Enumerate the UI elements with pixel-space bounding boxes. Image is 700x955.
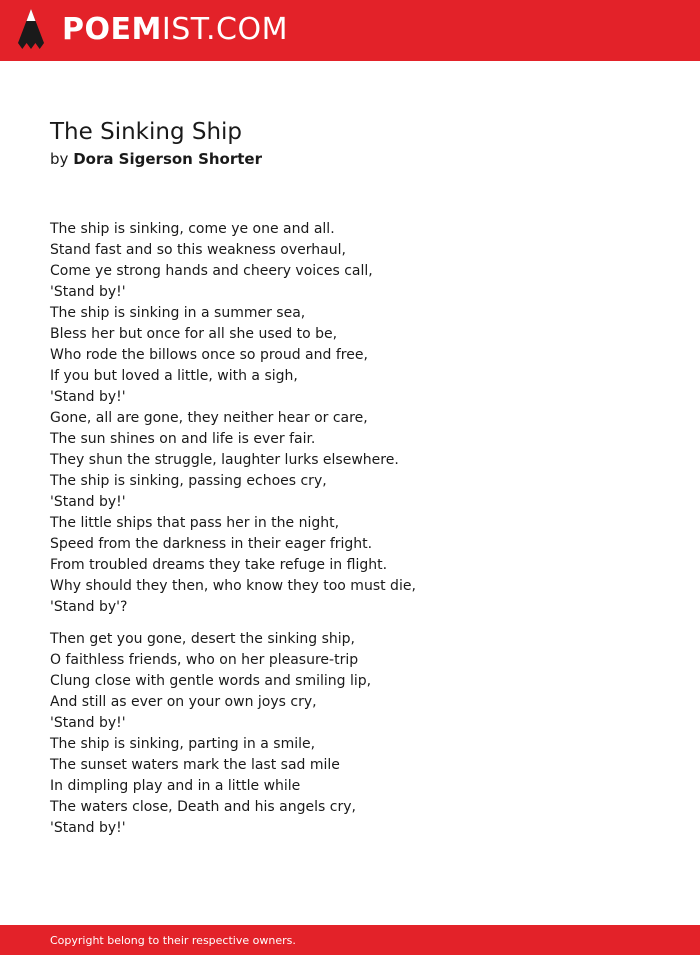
- poem-line: 'Stand by!': [50, 389, 126, 405]
- author-name: Dora Sigerson Shorter: [73, 150, 262, 168]
- poem-line: The little ships that pass her in the night,: [50, 515, 340, 531]
- stanza: [50, 219, 416, 618]
- poem-line: From troubled dreams they take refuge in flight.: [50, 557, 388, 573]
- poem-line: 'Stand by'?: [50, 599, 128, 615]
- pencil-icon: [18, 9, 44, 51]
- poem-line: The ship is sinking, passing echoes cry,: [50, 473, 327, 489]
- poem-line: O faithless friends, who on her pleasure-trip: [50, 652, 359, 668]
- poem-line: Gone, all are gone, they neither hear or care,: [50, 410, 368, 426]
- header-bar: [0, 0, 700, 61]
- poem-line: The sun shines on and life is ever fair.: [50, 431, 316, 447]
- byline-prefix: by: [50, 150, 69, 168]
- poem-line: Then get you gone, desert the sinking ship,: [50, 631, 355, 647]
- poem-line: Come ye strong hands and cheery voices call,: [50, 263, 373, 279]
- copyright-text: Copyright belong to their respective owners.: [50, 934, 296, 947]
- poem-line: Clung close with gentle words and smiling lip,: [50, 673, 372, 689]
- poem-body: [50, 219, 416, 850]
- poem-line: In dimpling play and in a little while: [50, 778, 301, 794]
- poem-line: 'Stand by!': [50, 284, 126, 300]
- poem-line: Speed from the darkness in their eager fright.: [50, 536, 373, 552]
- site-logo[interactable]: [62, 12, 288, 48]
- byline: [50, 149, 262, 169]
- poem-line: The ship is sinking, come ye one and all.: [50, 221, 335, 237]
- poem-line: Who rode the billows once so proud and free,: [50, 347, 368, 363]
- poem-title: The Sinking Ship: [50, 119, 243, 145]
- poem-line: The ship is sinking in a summer sea,: [50, 305, 306, 321]
- poem-line: 'Stand by!': [50, 715, 126, 731]
- poem-line: Why should they then, who know they too must die,: [50, 578, 416, 594]
- logo-text-light: IST.COM: [161, 12, 288, 47]
- poem-line: They shun the struggle, laughter lurks elsewhere.: [50, 452, 399, 468]
- poem-line: If you but loved a little, with a sigh,: [50, 368, 298, 384]
- logo-text-bold: POEM: [62, 12, 162, 47]
- poem-line: Bless her but once for all she used to be,: [50, 326, 338, 342]
- poem-line: The waters close, Death and his angels cry,: [50, 799, 356, 815]
- poem-line: Stand fast and so this weakness overhaul,: [50, 242, 346, 258]
- poem-line: And still as ever on your own joys cry,: [50, 694, 317, 710]
- stanza: [50, 629, 416, 839]
- footer-bar: [0, 925, 700, 955]
- poem-line: 'Stand by!': [50, 820, 126, 836]
- poem-line: The ship is sinking, parting in a smile,: [50, 736, 316, 752]
- poem-line: The sunset waters mark the last sad mile: [50, 757, 340, 773]
- poem-line: 'Stand by!': [50, 494, 126, 510]
